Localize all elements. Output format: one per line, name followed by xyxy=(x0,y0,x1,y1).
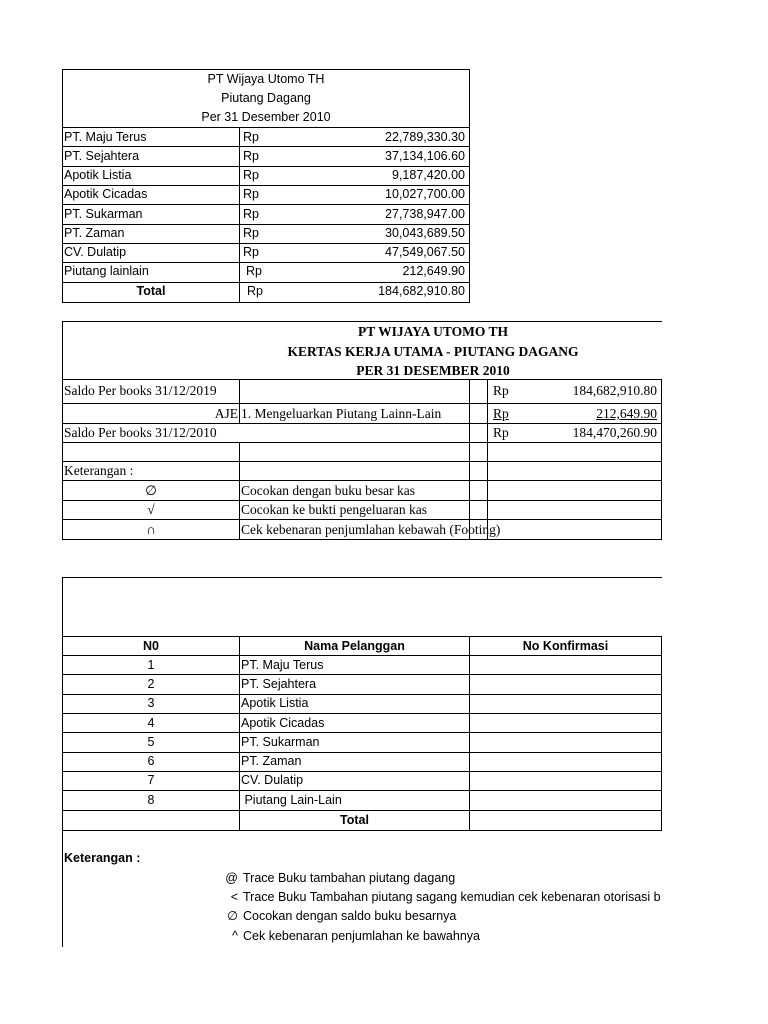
check-icon: √ xyxy=(147,502,155,517)
empty-set-icon: ∅ xyxy=(227,909,238,923)
row-number: 5 xyxy=(147,735,155,749)
row-number: 3 xyxy=(147,696,155,710)
currency: Rp xyxy=(246,264,262,278)
row-number: 8 xyxy=(147,793,155,807)
legend-text: Trace Buku Tambahan piutang sagang kemudian cek kebenaran otorisasi b xyxy=(243,890,661,904)
adjustment-description: 1. Mengeluarkan Piutang Lainn-Lain xyxy=(241,406,442,421)
company-title: PT WIJAYA UTOMO TH xyxy=(358,324,508,339)
amount: 212,649.90 xyxy=(402,264,465,278)
customer-name: PT. Maju Terus xyxy=(241,658,324,672)
amount: 37,134,106.60 xyxy=(385,149,465,163)
customer-name: CV. Dulatip xyxy=(241,773,304,787)
amount: 27,738,947.00 xyxy=(385,207,465,221)
customer-name: Piutang lainlain xyxy=(64,264,149,278)
amount: 184,682,910.80 xyxy=(572,383,657,398)
row-number: 7 xyxy=(147,773,155,787)
header-customer-name: Nama Pelanggan xyxy=(304,639,405,653)
currency: Rp xyxy=(243,130,259,144)
amount: 47,549,067.50 xyxy=(385,245,465,259)
legend-text: Cek kebenaran penjumlahan ke bawahnya xyxy=(243,929,480,943)
legend-text: Cek kebenaran penjumlahan kebawah (Footing) xyxy=(241,522,501,537)
report-date: Per 31 Desember 2010 xyxy=(201,110,331,124)
legend-heading: Keterangan : xyxy=(64,463,134,478)
currency: Rp xyxy=(243,226,259,240)
customer-name: PT. Maju Terus xyxy=(64,130,147,144)
row-number: 2 xyxy=(147,677,155,691)
row-number: 4 xyxy=(147,716,155,730)
legend-text: Cocokan ke bukti pengeluaran kas xyxy=(241,502,427,517)
legend-heading: Keterangan : xyxy=(64,851,141,865)
less-than-icon: < xyxy=(230,890,238,904)
currency: Rp xyxy=(493,425,509,440)
currency: Rp xyxy=(243,245,259,259)
amount: 9,187,420.00 xyxy=(392,168,465,182)
balance-label: Saldo Per books 31/12/2019 xyxy=(64,383,217,398)
customer-name: Piutang Lain-Lain xyxy=(241,793,342,807)
customer-name: PT. Sejahtera xyxy=(241,677,317,691)
currency: Rp xyxy=(243,187,259,201)
currency: Rp xyxy=(247,284,263,298)
row-number: 1 xyxy=(147,658,155,672)
header-confirmation-no: No Konfirmasi xyxy=(522,639,609,653)
balance-label: Saldo Per books 31/12/2010 xyxy=(64,425,217,440)
customer-name: PT. Sejahtera xyxy=(64,149,140,163)
currency: Rp xyxy=(243,168,259,182)
customer-name: Apotik Listia xyxy=(64,168,132,182)
currency: Rp xyxy=(243,207,259,221)
header-no: N0 xyxy=(143,639,159,653)
amount: 30,043,689.50 xyxy=(385,226,465,240)
currency: Rp xyxy=(493,406,509,421)
customer-name: Apotik Cicadas xyxy=(64,187,148,201)
customer-name: PT. Sukarman xyxy=(64,207,143,221)
customer-name: PT. Sukarman xyxy=(241,735,320,749)
currency: Rp xyxy=(493,383,509,398)
customer-name: Apotik Cicadas xyxy=(241,716,325,730)
worksheet-title: KERTAS KERJA UTAMA - PIUTANG DAGANG xyxy=(287,344,579,359)
legend-text: Trace Buku tambahan piutang dagang xyxy=(243,871,456,885)
company-title: PT Wijaya Utomo TH xyxy=(207,72,325,86)
customer-name: CV. Dulatip xyxy=(64,245,127,259)
legend-text: Cocokan dengan buku besar kas xyxy=(241,483,415,498)
customer-name: PT. Zaman xyxy=(241,754,302,768)
worksheet-date: PER 31 DESEMBER 2010 xyxy=(356,363,510,378)
intersection-icon: ∩ xyxy=(146,522,156,537)
amount: 184,470,260.90 xyxy=(572,425,657,440)
amount: 10,027,700.00 xyxy=(385,187,465,201)
currency: Rp xyxy=(243,149,259,163)
total-amount: 184,682,910.80 xyxy=(378,284,465,298)
customer-name: Apotik Listia xyxy=(241,696,309,710)
legend-text: Cocokan dengan saldo buku besarnya xyxy=(243,909,457,923)
aje-label: AJE xyxy=(214,406,238,421)
empty-set-icon: ∅ xyxy=(145,483,157,498)
row-number: 6 xyxy=(147,754,155,768)
amount: 212,649.90 xyxy=(596,406,657,421)
at-sign-icon: @ xyxy=(225,871,238,885)
amount: 22,789,330.30 xyxy=(385,130,465,144)
total-label: Total xyxy=(136,284,166,298)
total-label: Total xyxy=(340,813,369,827)
caret-icon: ^ xyxy=(232,929,238,943)
report-title: Piutang Dagang xyxy=(221,91,311,105)
customer-name: PT. Zaman xyxy=(64,226,125,240)
